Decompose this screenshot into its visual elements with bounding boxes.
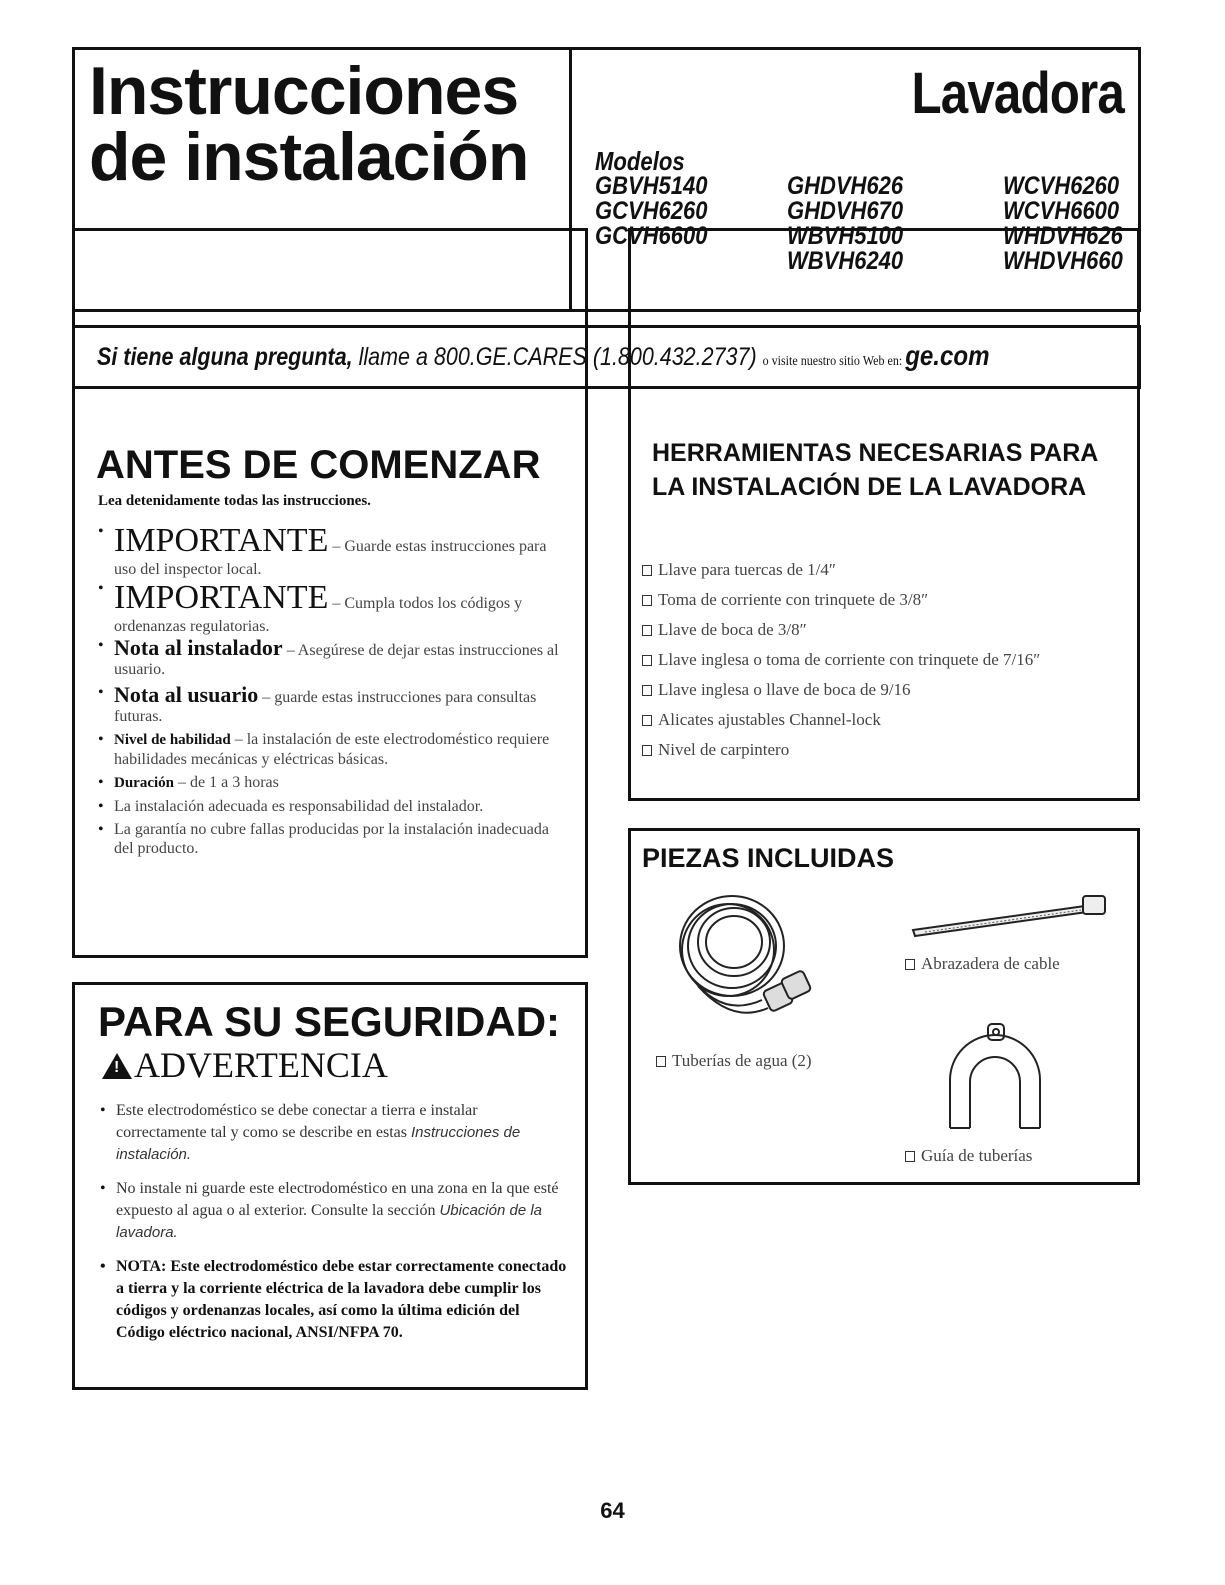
hose-guide-icon	[930, 1010, 1060, 1140]
contact-question: Si tiene alguna pregunta,	[97, 343, 353, 371]
checkbox-icon	[642, 745, 652, 756]
checklist-label: Llave de boca de 3/8″	[658, 620, 807, 639]
title-line-1: Instrucciones	[89, 53, 519, 129]
list-item: • La garantía no cubre fallas producidas por la instalación inadecuada del producto.	[98, 821, 549, 857]
list-item: • Este electrodoméstico se debe conectar a tierra e instalar correctamente tal y como se describe en estas Instrucciones de instalación.	[100, 1102, 521, 1163]
checklist-label: Nivel de carpintero	[658, 740, 790, 759]
before-lead: Lea detenidamente todas las instrucciones.	[98, 493, 371, 509]
checklist-item	[642, 735, 1040, 765]
list-item: • La instalación adecuada es responsabilidad del instalador.	[98, 798, 484, 815]
models-label: Modelos	[595, 146, 685, 176]
item-label: Nota al usuario	[114, 682, 259, 707]
cable-tie-label-text: Abrazadera de cable	[921, 954, 1060, 973]
checklist-label: Llave para tuercas de 1/4″	[658, 560, 836, 579]
checklist-item	[642, 675, 1040, 705]
item-label: IMPORTANTE	[114, 522, 329, 559]
list-item: • IMPORTANTE – Guarde estas instrucciones para uso del inspector local.	[98, 522, 547, 578]
before-list	[96, 522, 566, 862]
model-number: WCVH6260	[1003, 172, 1120, 200]
item-italic: Ubicación de la lavadora.	[116, 1202, 543, 1241]
checkbox-icon	[642, 715, 652, 726]
model-number: WHDVH660	[1003, 247, 1123, 275]
model-number: WBVH6240	[787, 247, 904, 275]
product-name: Lavadora	[911, 61, 1124, 126]
model-number: WCVH6600	[1003, 197, 1120, 225]
checklist-item	[642, 705, 1040, 735]
model-number: GHDVH670	[787, 197, 904, 225]
item-label: Duración	[114, 775, 174, 791]
list-item: • Nota al instalador – Asegúrese de dejar estas instrucciones al usuario.	[98, 635, 559, 678]
list-item: • No instale ni guarde este electrodoméstico en una zona en la que esté expuesto al agua o al exterior. Consulte la sección Ubicación de la lavadora.	[100, 1180, 559, 1241]
item-text: No instale ni guarde este electrodoméstico en una zona en la que esté expuesto al agua o al exterior. Consulte la sección	[116, 1180, 559, 1219]
checklist-item	[642, 645, 1040, 675]
item-text: – guarde estas instrucciones para consultas futuras.	[114, 689, 537, 725]
item-text: Este electrodoméstico se debe conectar a tierra e instalar correctamente tal y como se describe en estas	[116, 1102, 478, 1141]
checkbox-icon	[642, 565, 652, 576]
model-number: WBVH5100	[787, 222, 904, 250]
checklist-label: Alicates ajustables Channel-lock	[658, 710, 881, 729]
list-item: • IMPORTANTE – Cumpla todos los códigos y ordenanzas regulatorias.	[98, 579, 523, 635]
item-text: – la instalación de este electrodoméstico requiere habilidades mecánicas y eléctricas básicas.	[114, 731, 550, 768]
model-number: WHDVH626	[1003, 222, 1123, 250]
tools-title: HERRAMIENTAS NECESARIAS PARA LA INSTALACIÓN DE LA LAVADORA	[652, 439, 1098, 501]
document-title	[89, 53, 529, 195]
checkbox-icon	[642, 625, 652, 636]
hoses-label	[656, 1051, 812, 1071]
checkbox-icon	[656, 1056, 666, 1067]
hose-guide-label-text: Guía de tuberías	[921, 1146, 1033, 1165]
water-hoses-icon	[672, 888, 822, 1038]
checkbox-icon	[905, 959, 915, 970]
warning-text: ADVERTENCIA	[134, 1045, 388, 1085]
safety-list	[98, 1100, 568, 1356]
contact-website: ge.com	[905, 340, 990, 371]
tools-checklist	[642, 555, 1040, 765]
list-item: • Duración – de 1 a 3 horas	[98, 774, 279, 791]
safety-title: PARA SU SEGURIDAD:	[98, 998, 561, 1045]
hoses-label-text: Tuberías de agua (2)	[672, 1051, 812, 1070]
contact-phone: llame a 800.GE.CARES (1.800.432.2737)	[352, 343, 763, 371]
list-item: • NOTA: Este electrodoméstico debe estar correctamente conectado a tierra y la corriente eléctrica de la lavadora debe cumplir los códigos y ordenanzas locales, así como la última edición del Código eléctrico nacional, ANSI/NFPA 70.	[100, 1258, 567, 1341]
checklist-item	[642, 555, 1040, 585]
cable-tie-label	[905, 954, 1060, 974]
item-text: – Asegúrese de dejar estas instrucciones al usuario.	[114, 642, 559, 678]
model-number: GCVH6260	[595, 197, 708, 225]
checklist-label: Llave inglesa o toma de corriente con trinquete de 7/16″	[658, 650, 1041, 669]
checkbox-icon	[642, 685, 652, 696]
page-number: 64	[600, 1498, 625, 1523]
checkbox-icon	[642, 595, 652, 606]
item-text: – de 1 a 3 horas	[174, 774, 279, 791]
checklist-label: Llave inglesa o llave de boca de 9/16	[658, 680, 911, 699]
model-number: GBVH5140	[595, 172, 708, 200]
item-label: Nivel de habilidad	[114, 732, 231, 748]
checklist-item	[642, 585, 1040, 615]
item-text: La garantía no cubre fallas producidas por la instalación inadecuada del producto.	[114, 821, 549, 857]
checklist-label: Toma de corriente con trinquete de 3/8″	[658, 590, 929, 609]
item-label: Nota al instalador	[114, 635, 283, 660]
parts-title: PIEZAS INCLUIDAS	[642, 843, 895, 873]
title-line-2: de instalación	[89, 119, 529, 195]
item-text: – Cumpla todos los códigos y ordenanzas regulatorias.	[114, 595, 523, 635]
cable-tie-icon	[905, 890, 1115, 940]
model-number: GCVH6600	[595, 222, 708, 250]
warning-icon	[102, 1053, 132, 1079]
item-label: IMPORTANTE	[114, 579, 329, 616]
before-you-begin-title: ANTES DE COMENZAR	[96, 443, 541, 487]
item-text: La instalación adecuada es responsabilidad del instalador.	[114, 798, 484, 815]
contact-visit: o visite nuestro sitio Web en:	[762, 354, 906, 369]
list-item: • Nivel de habilidad – la instalación de este electrodoméstico requiere habilidades mecánicas y eléctricas básicas.	[98, 731, 550, 768]
model-number: GHDVH626	[787, 172, 904, 200]
hose-guide-label	[905, 1146, 1032, 1166]
checklist-item	[642, 615, 1040, 645]
checkbox-icon	[905, 1151, 915, 1162]
item-text: – Guarde estas instrucciones para uso del inspector local.	[114, 538, 547, 578]
list-item: • Nota al usuario – guarde estas instrucciones para consultas futuras.	[98, 682, 537, 725]
warning-heading	[102, 1044, 388, 1086]
item-italic: Instrucciones de instalación.	[116, 1124, 521, 1163]
checkbox-icon	[642, 655, 652, 666]
item-text: NOTA: Este electrodoméstico debe estar correctamente conectado a tierra y la corriente eléctrica de la lavadora debe cumplir los códigos y ordenanzas locales, así como la última edición del Código eléctrico nacional, ANSI/NFPA 70.	[116, 1258, 567, 1341]
